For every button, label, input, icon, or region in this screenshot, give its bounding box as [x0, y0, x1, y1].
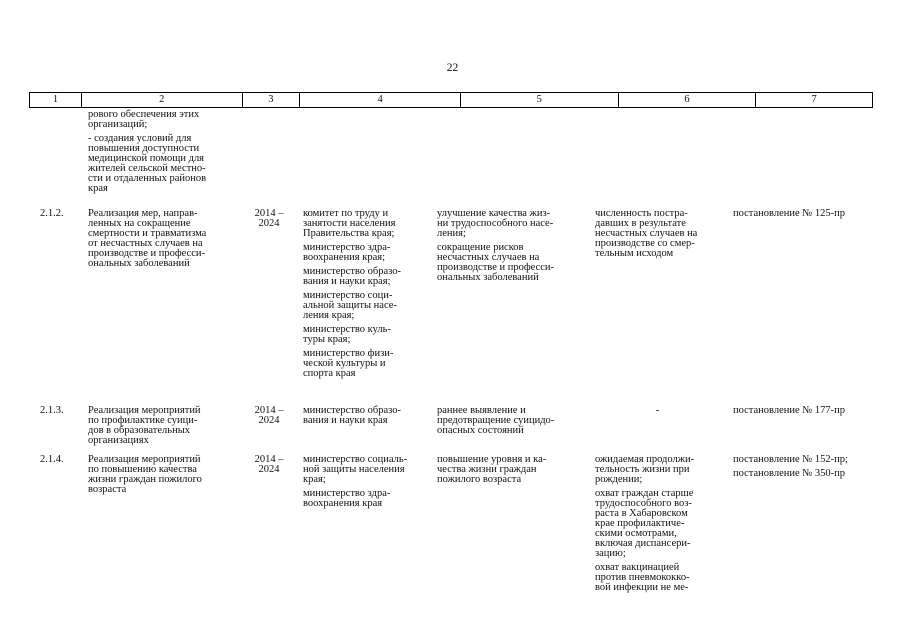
result-item: раннее выявление и предотвращение суицидо- опасных состояний [437, 405, 555, 436]
description-paragraph: Реализация мероприятий по профилактике суици- дов в образовательных организациях [88, 405, 201, 446]
document-item: постановление № 152-пр; [733, 454, 848, 465]
row-indicators [595, 455, 723, 593]
column-header-2: 2 [81, 93, 242, 107]
indicator-item: численность постра- давших в результате несчастных случаев на производстве со смер- тельным исходом [595, 208, 698, 259]
row-executors [303, 406, 429, 426]
row-documents [733, 406, 873, 416]
column-header-3: 3 [242, 93, 300, 107]
row-results [437, 406, 582, 436]
result-item: сокращение рисков несчастных случаев на производстве и професси- ональных заболеваний [437, 242, 555, 283]
row-results [437, 209, 582, 283]
document-item: постановление № 177-пр [733, 405, 846, 416]
row-period [244, 455, 294, 475]
row-description [88, 209, 240, 269]
row-number: 2.1.2. [40, 208, 64, 219]
executor-item: министерство куль- туры края; [303, 324, 391, 345]
period-text: 2014 – 2024 [254, 208, 284, 229]
continuation-description [88, 110, 240, 194]
description-paragraph: Реализация мер, направ- ленных на сокращение смертности и травматизма от несчастных случаев на производстве и професси- ональных заболеваний [88, 208, 207, 269]
document-item: постановление № 125-пр [733, 208, 846, 219]
executor-item: министерство образо- вания и науки края; [303, 266, 402, 287]
column-header-1: 1 [52, 94, 59, 105]
executor-item: министерство социаль- ной защиты населения края; [303, 454, 408, 485]
column-header-7: 7 [755, 93, 872, 107]
row-number: 2.1.3. [40, 405, 64, 416]
row-period [244, 406, 294, 426]
page-number: 22 [446, 62, 459, 74]
row-description [88, 406, 240, 446]
row-description [88, 455, 240, 495]
row-indicators [595, 209, 723, 259]
row-indicators [595, 406, 720, 416]
row-period [244, 209, 294, 229]
description-paragraph: рового обеспечения этих организаций; [88, 109, 200, 130]
executor-item: министерство здра- воохранения края [303, 488, 391, 509]
column-header-5: 5 [460, 93, 618, 107]
executor-item: министерство физи- ческой культуры и спорта края [303, 348, 394, 379]
document-item: постановление № 350-пр [733, 468, 846, 479]
row-executors [303, 209, 429, 379]
executor-item: комитет по труду и занятости населения Правительства края; [303, 208, 396, 239]
indicator-item: - [655, 405, 660, 416]
period-text: 2014 – 2024 [254, 454, 284, 475]
column-header-4: 4 [299, 93, 460, 107]
indicator-item: ожидаемая продолжи- тельность жизни при рождении; [595, 454, 695, 485]
executor-item: министерство образо- вания и науки края [303, 405, 402, 426]
column-header-6: 6 [618, 93, 756, 107]
description-paragraph: - создания условий для повышения доступности медицинской помощи для жителей сельской местно- сти и отдаленных районов края [88, 133, 207, 194]
executor-item: министерство соци- альной защиты насе- ления края; [303, 290, 397, 321]
indicator-item: охват граждан старше трудоспособного воз- раста в Хабаровском крае профилактиче- скими осмотрами, включая диспансери- зацию; [595, 488, 694, 559]
result-item: улучшение качества жиз- ни трудоспособного насе- ления; [437, 208, 554, 239]
row-executors [303, 455, 433, 509]
indicator-item: охват вакцинацией против пневмококко- вой инфекции не ме- [595, 562, 690, 593]
executor-item: министерство здра- воохранения края; [303, 242, 391, 263]
period-text: 2014 – 2024 [254, 405, 284, 426]
result-item: повышение уровня и ка- чества жизни граждан пожилого возраста [437, 454, 547, 485]
row-documents [733, 455, 873, 479]
description-paragraph: Реализация мероприятий по повышению качества жизни граждан пожилого возраста [88, 454, 202, 495]
table-header [29, 92, 873, 108]
row-results [437, 455, 582, 485]
row-number: 2.1.4. [40, 454, 64, 465]
row-documents [733, 209, 873, 219]
